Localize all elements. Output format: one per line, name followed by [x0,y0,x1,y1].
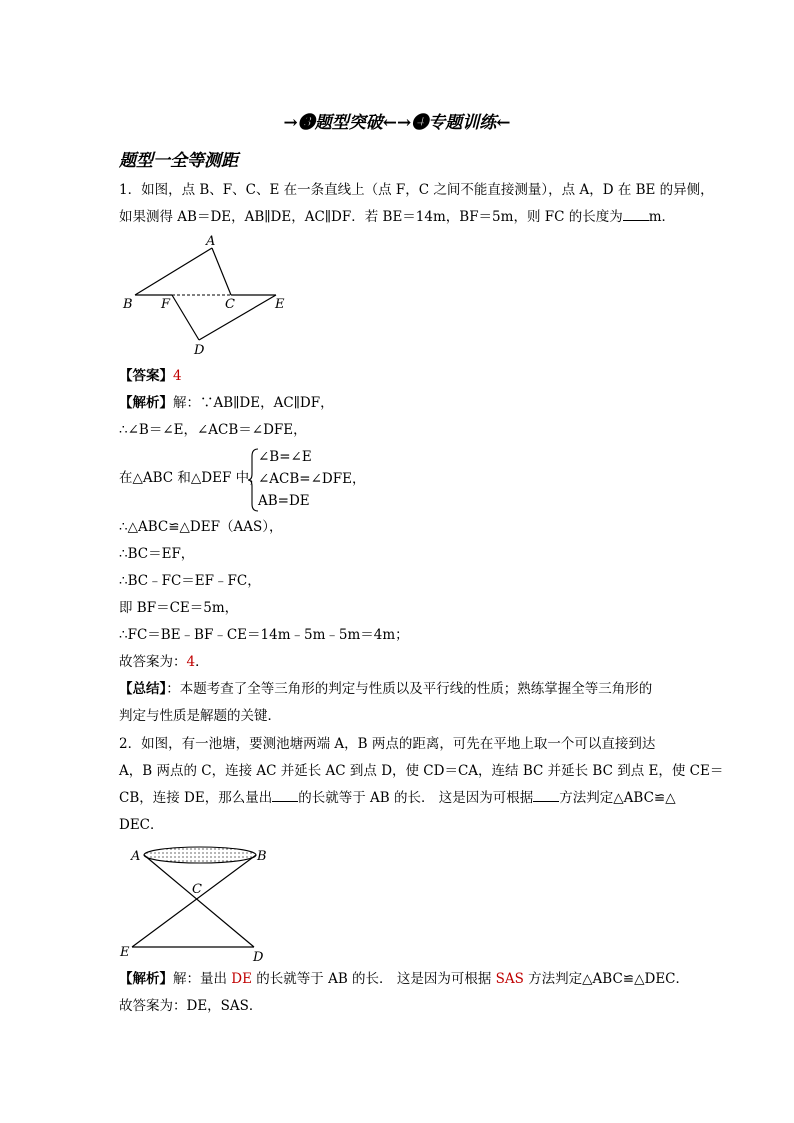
q1-summary-2: 判定与性质是解题的关键． [119,708,281,724]
q2-line1: 2．如图，有一池塘，要测池塘两端 A，B 两点的距离，可先在平地上取一个可以直接到达 [119,736,656,752]
q2-line4: DEC． [119,817,164,833]
fig1-label-e: E [275,297,285,312]
q1-analysis-2: ∴∠B＝∠E，∠ACB＝∠DFE， [119,422,307,438]
q2-final: 故答案为：DE，SAS． [119,998,263,1014]
q1-line2-text: 如果测得 AB＝DE，AB∥DE，AC∥DF．若 BE＝14m，BF＝5m，则 FC 的长度为 [119,209,623,225]
q2-analysis-sas: SAS [495,971,524,987]
brace-line-2: ∠ACB=∠DFE， [258,471,366,487]
fig2-label-a: A [131,849,141,864]
fig1-label-f: F [161,297,171,312]
q2-analysis-de: DE [231,971,252,987]
page-header: →❸题型突破←→❹专题训练← [283,113,511,133]
final-prefix: 故答案为： [119,654,187,670]
fig2-label-e: E [120,945,130,960]
q2-line3-c: 方法判定△ABC≌△ [559,790,676,806]
fig2-label-b: B [257,849,267,864]
brace-line-1: ∠B=∠E [258,449,312,465]
fig2-label-d: D [253,950,264,965]
analysis-text: 解：∵AB∥DE，AC∥DF， [173,395,334,411]
q1-analysis-1 [119,394,334,412]
q1-analysis-6: ∴BC﹣FC＝EF﹣FC， [119,573,261,589]
q1-answer [119,367,182,385]
analysis-tag: 【解析】 [119,395,173,411]
q2-line3-a: CB，连接 DE，那么量出 [119,790,273,806]
q1-line2 [119,208,675,226]
q1-figure [118,232,298,356]
fig1-label-b: B [123,297,133,312]
brace-line-3: AB=DE [258,493,310,509]
q1-final [119,653,209,671]
answer-tag: 【答案】 [119,368,173,384]
answer-value: 4 [173,368,182,384]
blank-1 [272,789,298,802]
q1-analysis-7: 即 BF＝CE＝5m， [119,600,239,616]
q2-line3 [119,789,676,807]
answer-blank [623,208,649,221]
q2-analysis-b: 的长就等于 AB 的长． 这是因为可根据 [251,971,496,987]
q2-line2: A，B 两点的 C，连接 AC 并延长 AC 到点 D，使 CD＝CA，连结 BC 并延长 BC 到点 E，使 CE＝ [119,763,724,779]
q1-line1: 1．如图，点 B、F、C、E 在一条直线上（点 F，C 之间不能直接测量），点 A，D 在 BE 的异侧， [119,182,714,198]
q1-analysis-5: ∴BC＝EF， [119,546,195,562]
q1-analysis-4: ∴△ABC≌△DEF（AAS）， [119,519,283,535]
q2-analysis-c: 方法判定△ABC≌△DEC． [523,971,689,987]
final-suffix: ． [195,654,209,670]
q2-figure [118,840,278,966]
summary-tag: 【总结】 [119,681,167,697]
q2-analysis-tag: 【解析】 [119,971,173,987]
q2-analysis-a: 解：量出 [173,971,232,987]
fig2-label-c: C [192,882,202,897]
brace-conditions [258,446,365,512]
q1-analysis-8: ∴FC＝BE﹣BF﹣CE＝14m﹣5m﹣5m＝4m； [119,627,409,643]
q2-line3-b: 的长就等于 AB 的长． 这是因为可根据 [298,790,534,806]
q2-analysis [119,970,689,988]
fig1-label-c: C [225,297,235,312]
final-value: 4 [186,654,196,670]
summary-text: ：本题考查了全等三角形的判定与性质以及平行线的性质；熟练掌握全等三角形的 [166,681,653,697]
q1-summary-1 [119,680,652,698]
blank-2 [533,789,559,802]
q1-line2-unit: m． [648,209,676,225]
section-title: 题型一全等测距 [119,151,238,171]
fig1-label-d: D [194,343,205,356]
q1-analysis-3: 在△ABC 和△DEF 中， [119,470,263,486]
fig1-label-a: A [206,234,216,249]
